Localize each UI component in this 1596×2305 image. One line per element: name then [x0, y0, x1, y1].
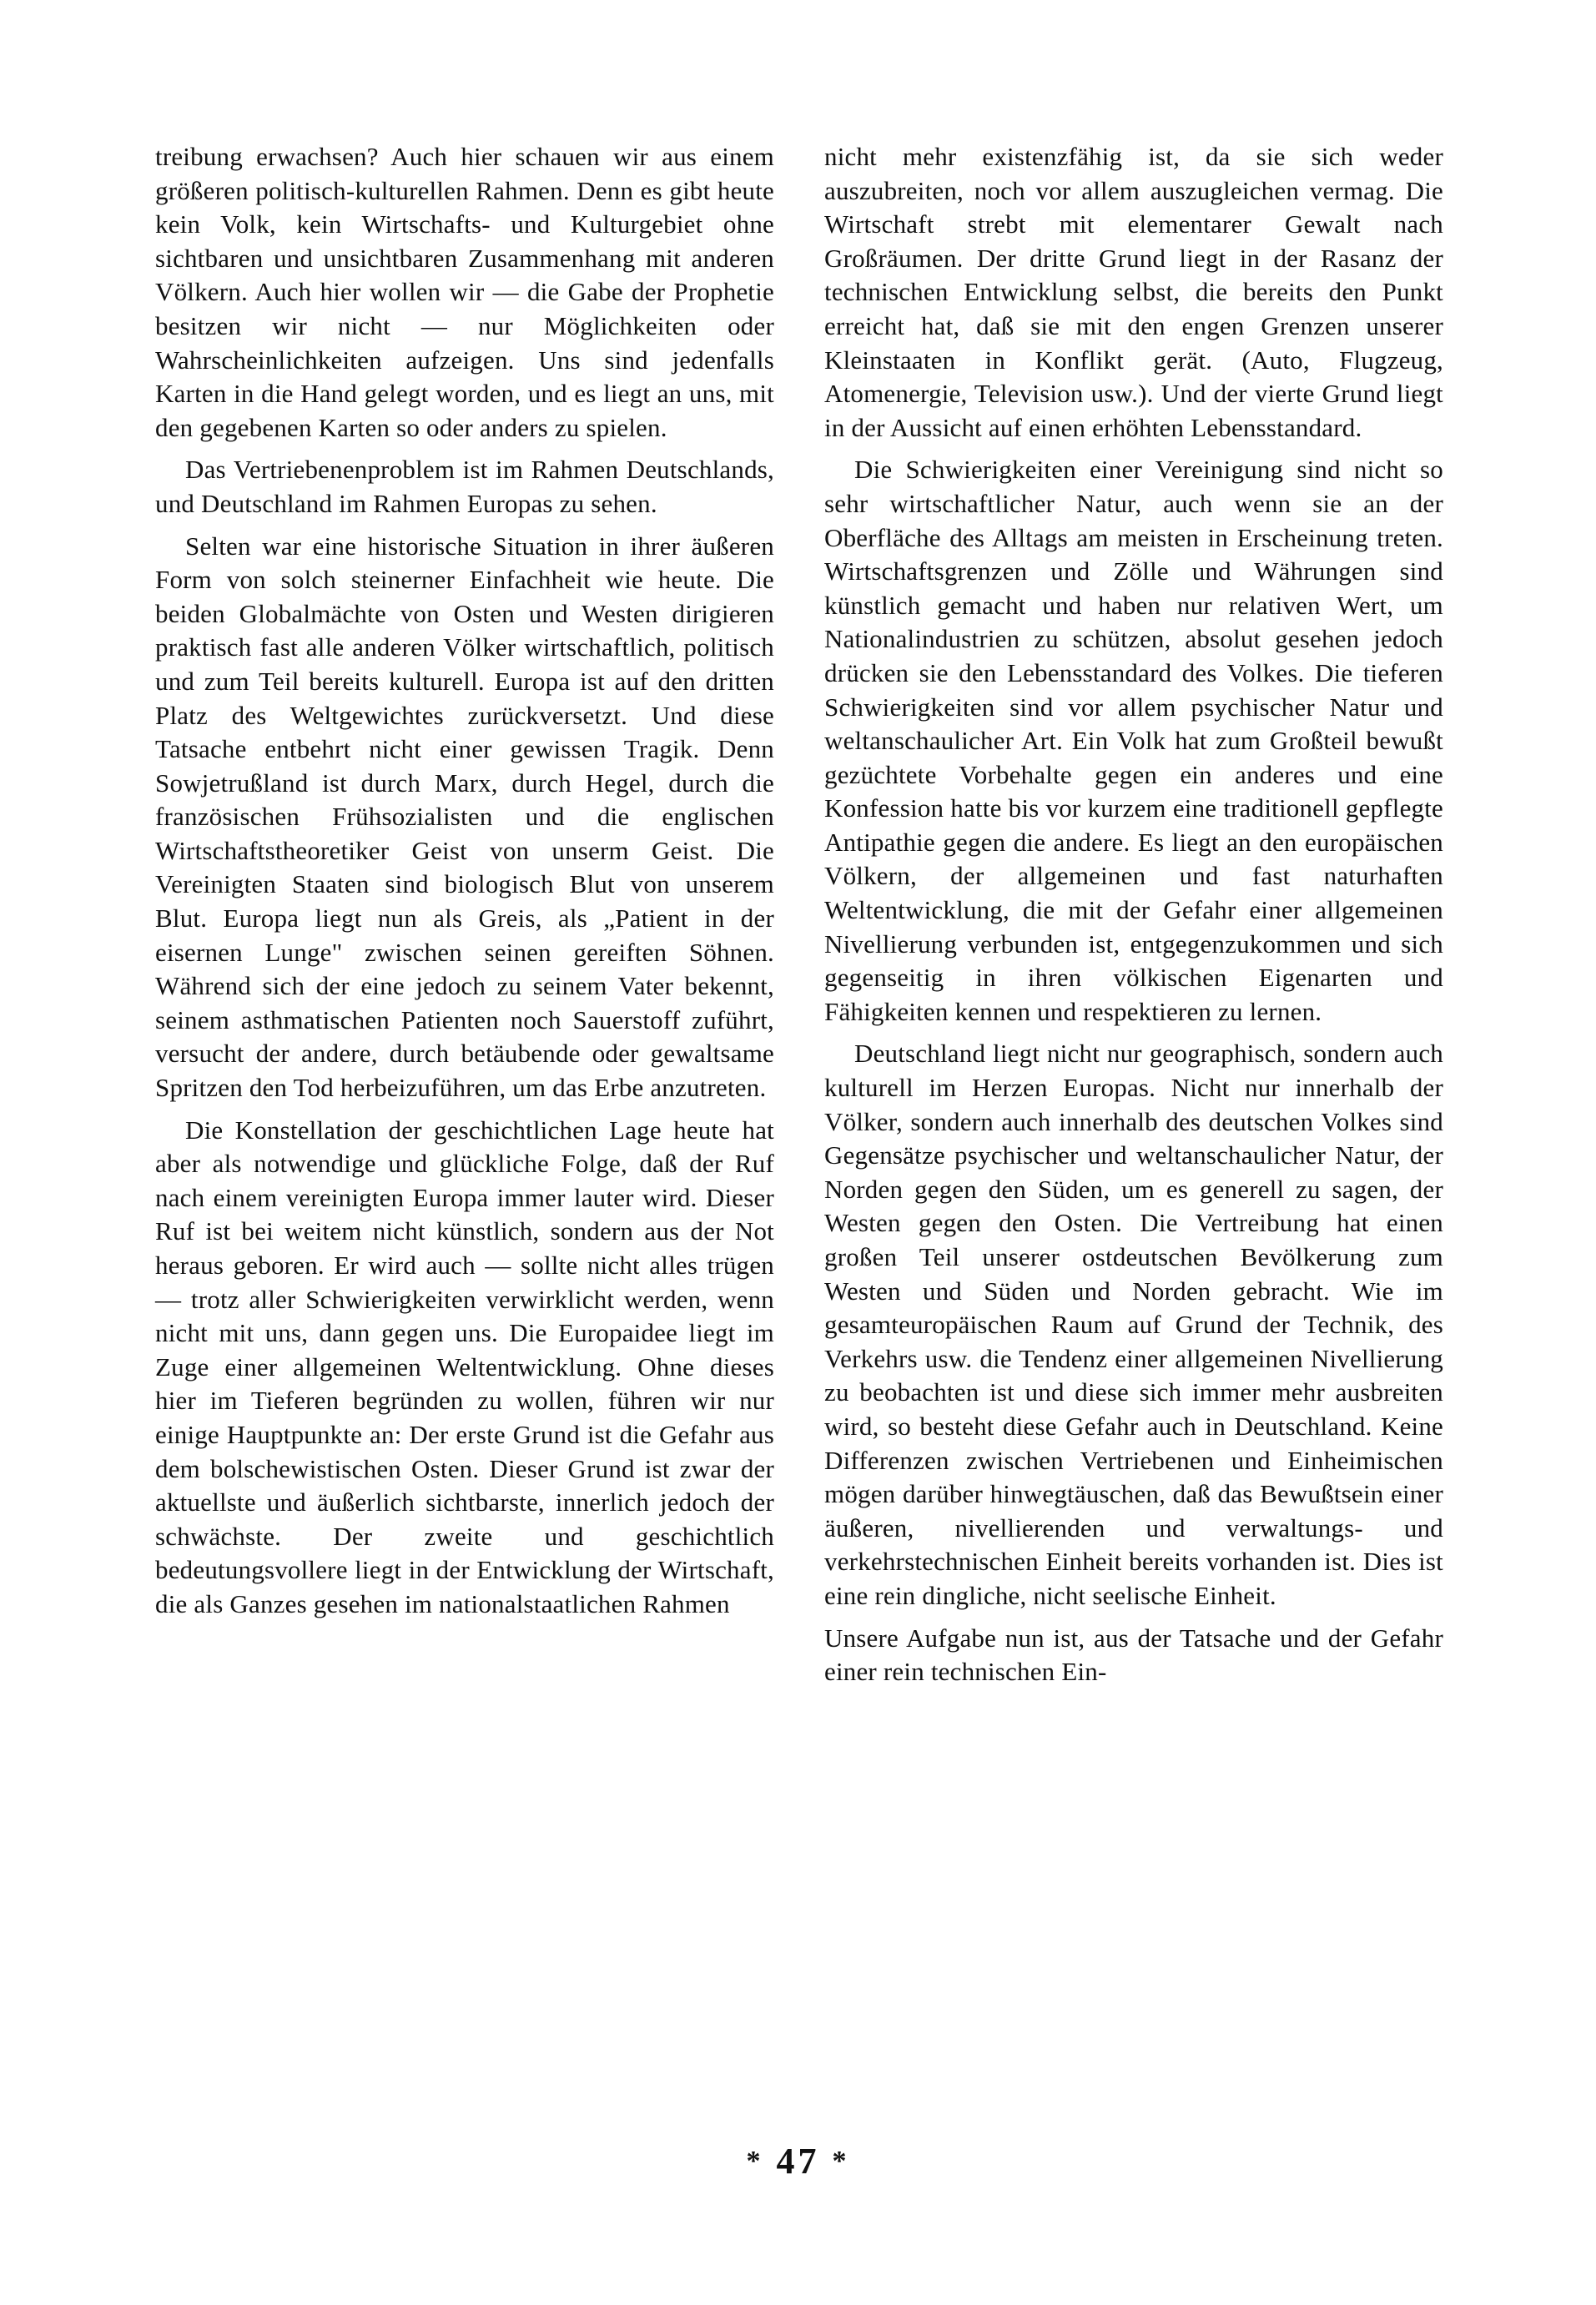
- page-number: 47: [776, 2141, 820, 2182]
- left-column: [155, 140, 774, 1630]
- paragraph: Die Schwierigkeiten einer Vereinigung sind nicht so sehr wirtschaftlicher Natur, auch wenn sie an der Oberfläche des Alltags am meisten in Erscheinung treten. Wirtschaftsgrenzen und Zölle und Währungen sind künstlich gemacht und haben nur relativen Wert, um Nationalindustrien zu schützen, absolut gesehen jedoch drücken sie den Lebensstandard des Volkes. Die tieferen Schwierigkeiten sind vor allem psychischer Natur und weltanschaulicher Art. Ein Volk hat zum Großteil bewußt gezüchtete Vorbehalte gegen ein anderes und eine Konfession hatte bis vor kurzem eine traditionell gepflegte Antipathie gegen die andere. Es liegt an den europäischen Völkern, der allgemeinen und fast naturhaften Weltentwicklung, die mit der Gefahr einer allgemeinen Nivellierung verbunden ist, entgegenzukommen und sich gegenseitig in ihren völkischen Eigenarten und Fähigkeiten kennen und respektieren zu lernen.: [824, 455, 1443, 1026]
- paragraph: Die Konstellation der geschichtlichen Lage heute hat aber als notwendige und glückliche Folge, daß der Ruf nach einem vereinigten Europa immer lauter wird. Dieser Ruf ist bei weitem nicht künstlich, sondern aus der Not heraus geboren. Er wird auch — sollte nicht alles trügen — trotz aller Schwierigkeiten verwirklicht werden, wenn nicht mit uns, dann gegen uns. Die Europaidee liegt im Zuge einer allgemeinen Weltentwicklung. Ohne dieses hier im Tieferen begründen zu wollen, führen wir nur einige Hauptpunkte an: Der erste Grund ist die Gefahr aus dem bolschewistischen Osten. Dieser Grund ist zwar der aktuellste und äußerlich sichtbarste, innerlich jedoch der schwächste. Der zweite und geschichtlich bedeutungsvollere liegt in der Entwicklung der Wirtschaft, die als Ganzes gesehen im nationalstaatlichen Rahmen: [155, 1115, 774, 1618]
- star-ornament-left: *: [746, 2146, 764, 2177]
- page-footer: [0, 2140, 1596, 2182]
- paragraph: treibung erwachsen? Auch hier schauen wir aus einem größeren politisch-kulturellen Rahmen. Denn es gibt heute kein Volk, kein Wirtschafts- und Kulturgebiet ohne sichtbaren und unsichtbaren Zusammenhang mit anderen Völkern. Auch hier wollen wir — die Gabe der Prophetie besitzen wir nicht — nur Möglichkeiten oder Wahrscheinlichkeiten aufzeigen. Uns sind jedenfalls Karten in die Hand gelegt worden, und es liegt an uns, mit den gegebenen Karten so oder anders zu spielen.: [155, 142, 774, 442]
- star-ornament-right: *: [832, 2146, 850, 2177]
- paragraph: Deutschland liegt nicht nur geographisch, sondern auch kulturell im Herzen Europas. Nicht nur innerhalb der Völker, sondern auch innerhalb des deutschen Volkes sind Gegensätze psychischer und weltanschaulicher Natur, der Norden gegen den Süden, um es generell zu sagen, der Westen gegen den Osten. Die Vertreibung hat einen großen Teil unserer ostdeutschen Bevölkerung zum Westen und Süden und Norden gebracht. Wie im gesamteuropäischen Raum auf Grund der Technik, des Verkehrs usw. die Tendenz einer allgemeinen Nivellierung zu beobachten ist und diese sich immer mehr ausbreiten wird, so besteht diese Gefahr auch in Deutschland. Keine Differenzen zwischen Vertriebenen und Einheimischen mögen darüber hinwegtäuschen, daß das Bewußtsein einer äußeren, nivellierenden und verwaltungs- und verkehrstechnischen Einheit bereits vorhanden ist. Dies ist eine rein dingliche, nicht seelische Einheit.: [824, 1039, 1443, 1610]
- paragraph: Unsere Aufgabe nun ist, aus der Tatsache und der Gefahr einer rein technischen Ein-: [824, 1623, 1443, 1687]
- paragraph: Das Vertriebenenproblem ist im Rahmen Deutschlands, und Deutschland im Rahmen Europas zu sehen.: [155, 455, 774, 518]
- paragraph: Selten war eine historische Situation in ihrer äußeren Form von solch steinerner Einfachheit wie heute. Die beiden Globalmächte von Osten und Westen dirigieren praktisch fast alle anderen Völker wirtschaftlich, politisch und zum Teil bereits kulturell. Europa ist auf den dritten Platz des Weltgewichtes zurückversetzt. Und diese Tatsache entbehrt nicht einer gewissen Tragik. Denn Sowjetrußland ist durch Marx, durch Hegel, durch die französischen Frühsozialisten und die englischen Wirtschaftstheoretiker Geist von unserm Geist. Die Vereinigten Staaten sind biologisch Blut von unserem Blut. Europa liegt nun als Greis, als „Patient in der eisernen Lunge" zwischen seinen gereiften Söhnen. Während sich der eine jedoch zu seinem Vater bekennt, seinem asthmatischen Patienten noch Sauerstoff zuführt, versucht der andere, durch betäubende oder gewaltsame Spritzen den Tod herbeizuführen, um das Erbe anzutreten.: [155, 531, 774, 1103]
- right-column: [824, 140, 1443, 1698]
- paragraph: nicht mehr existenzfähig ist, da sie sich weder auszubreiten, noch vor allem auszugleichen vermag. Die Wirtschaft strebt mit elementarer Gewalt nach Großräumen. Der dritte Grund liegt in der Rasanz der technischen Entwicklung selbst, die bereits den Punkt erreicht hat, daß sie mit den engen Grenzen unserer Kleinstaaten in Konflikt gerät. (Auto, Flugzeug, Atomenergie, Television usw.). Und der vierte Grund liegt in der Aussicht auf einen erhöhten Lebensstandard.: [824, 142, 1443, 442]
